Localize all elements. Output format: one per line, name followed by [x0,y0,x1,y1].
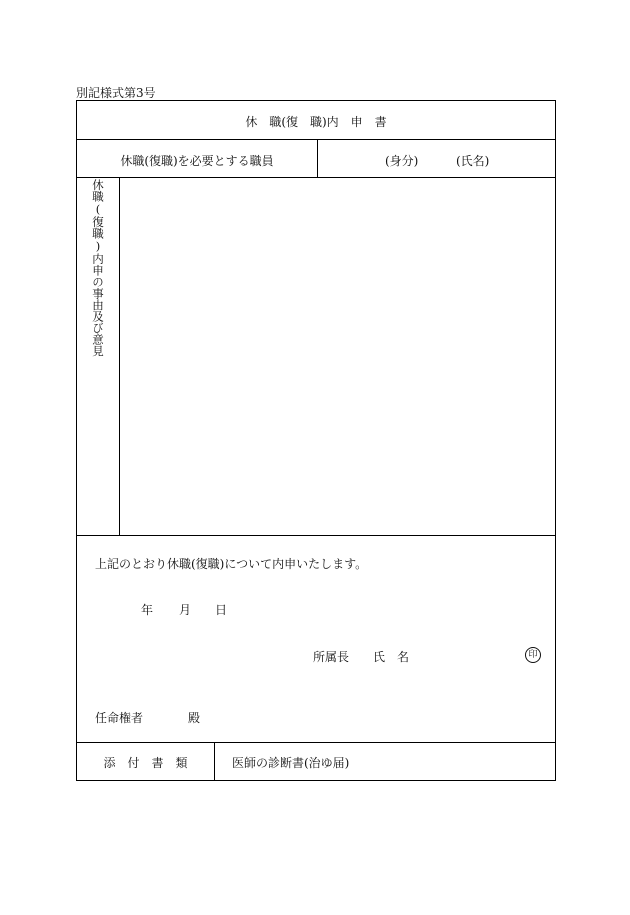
date-month: 月 [179,603,192,617]
date-year: 年 [141,603,154,617]
addressee-label: 任命権者 [95,711,144,725]
attachments-value: 医師の診断書(治ゆ届) [232,756,350,770]
employee-name-label: (氏名) [456,154,490,168]
affiliation-head-label: 所属長 [313,650,350,664]
reason-section-label: 休職(復職)内申の事由及び意見 [91,179,105,357]
form-title: 休 職(復 職)内 申 書 [245,115,387,129]
addressee-honorific: 殿 [188,711,201,725]
employee-row-divider [317,139,318,177]
divider-title [77,139,555,140]
employee-label: 休職(復職)を必要とする職員 [120,154,274,168]
reason-content-area[interactable] [120,178,555,534]
attachments-divider [214,742,215,780]
attachments-label: 添 付 書 類 [103,756,188,770]
application-form [76,100,556,781]
declaration-statement: 上記のとおり休職(復職)について内申いたします。 [95,557,368,571]
seal-mark: 印 [525,647,541,663]
employee-position-label: (身分) [385,154,419,168]
signer-name-label: 氏 名 [373,650,410,664]
divider-declaration [77,742,555,743]
form-number-label: 別記様式第3号 [76,86,156,100]
date-day: 日 [215,603,228,617]
divider-reason [77,535,555,536]
